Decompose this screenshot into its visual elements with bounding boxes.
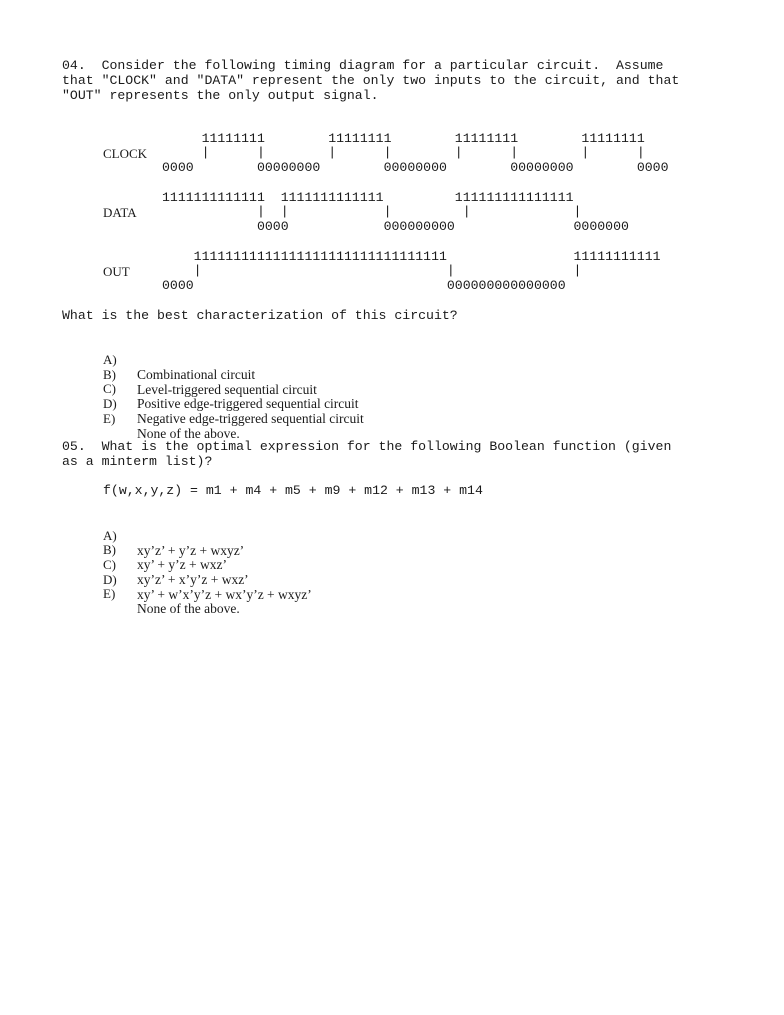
option-text: xy’z’ + y’z + wxyz’ xyxy=(137,543,245,558)
option-letter: D) xyxy=(103,396,117,411)
option-text: xy’ + w’x’y’z + wx’y’z + wxyz’ xyxy=(137,587,312,602)
option-text: None of the above. xyxy=(137,601,240,616)
q04-line-3: "OUT" represents the only output signal. xyxy=(62,88,379,103)
q04-question: What is the best characterization of this circuit? xyxy=(62,308,458,323)
clock-label: CLOCK xyxy=(103,146,148,161)
option-letter: C) xyxy=(103,557,116,572)
data-low-row: 0000 000000000 0000000 xyxy=(162,219,629,234)
option-letter: E) xyxy=(103,411,116,426)
data-high-row: 1111111111111 1111111111111 111111111111111 xyxy=(162,190,574,205)
clock-low-row: 0000 00000000 00000000 00000000 0000 xyxy=(162,160,669,175)
option-text: None of the above. xyxy=(137,426,240,441)
clock-high-row: 11111111 11111111 11111111 11111111 xyxy=(162,131,645,146)
q04-line-2: that "CLOCK" and "DATA" represent the only two inputs to the circuit, and that xyxy=(62,73,680,88)
minterm-expression: f(w,x,y,z) = m1 + m4 + m5 + m9 + m12 + m13 + m14 xyxy=(103,483,483,498)
q05-option-e xyxy=(0,571,784,631)
option-letter: B) xyxy=(103,542,116,557)
option-text: xy’z’ + x’y’z + wxz’ xyxy=(137,572,249,587)
option-letter: D) xyxy=(103,572,117,587)
option-text: Level-triggered sequential circuit xyxy=(137,382,317,397)
q05-line-2: as a minterm list)? xyxy=(62,454,213,469)
data-label: DATA xyxy=(103,205,137,220)
option-letter: A) xyxy=(103,352,117,367)
out-edge-row: | | | xyxy=(162,263,582,278)
out-high-row: 11111111111111111111111111111111 11111111111 xyxy=(162,249,661,264)
option-text: Combinational circuit xyxy=(137,367,256,382)
option-letter: A) xyxy=(103,528,117,543)
q05-line-1: 05. What is the optimal expression for the following Boolean function (given xyxy=(62,439,672,454)
option-letter: B) xyxy=(103,367,116,382)
out-low-row: 0000 000000000000000 xyxy=(162,278,566,293)
option-text: Positive edge-triggered sequential circuit xyxy=(137,396,359,411)
option-text: Negative edge-triggered sequential circuit xyxy=(137,411,364,426)
option-text: xy’ + y’z + wxz’ xyxy=(137,557,227,572)
clock-edge-row: | | | | | | | | xyxy=(162,145,645,160)
data-edge-row: | | | | | xyxy=(162,204,582,219)
out-label: OUT xyxy=(103,264,130,279)
option-letter: E) xyxy=(103,586,116,601)
option-letter: C) xyxy=(103,381,116,396)
q04-line-1: 04. Consider the following timing diagram for a particular circuit. Assume xyxy=(62,58,664,73)
